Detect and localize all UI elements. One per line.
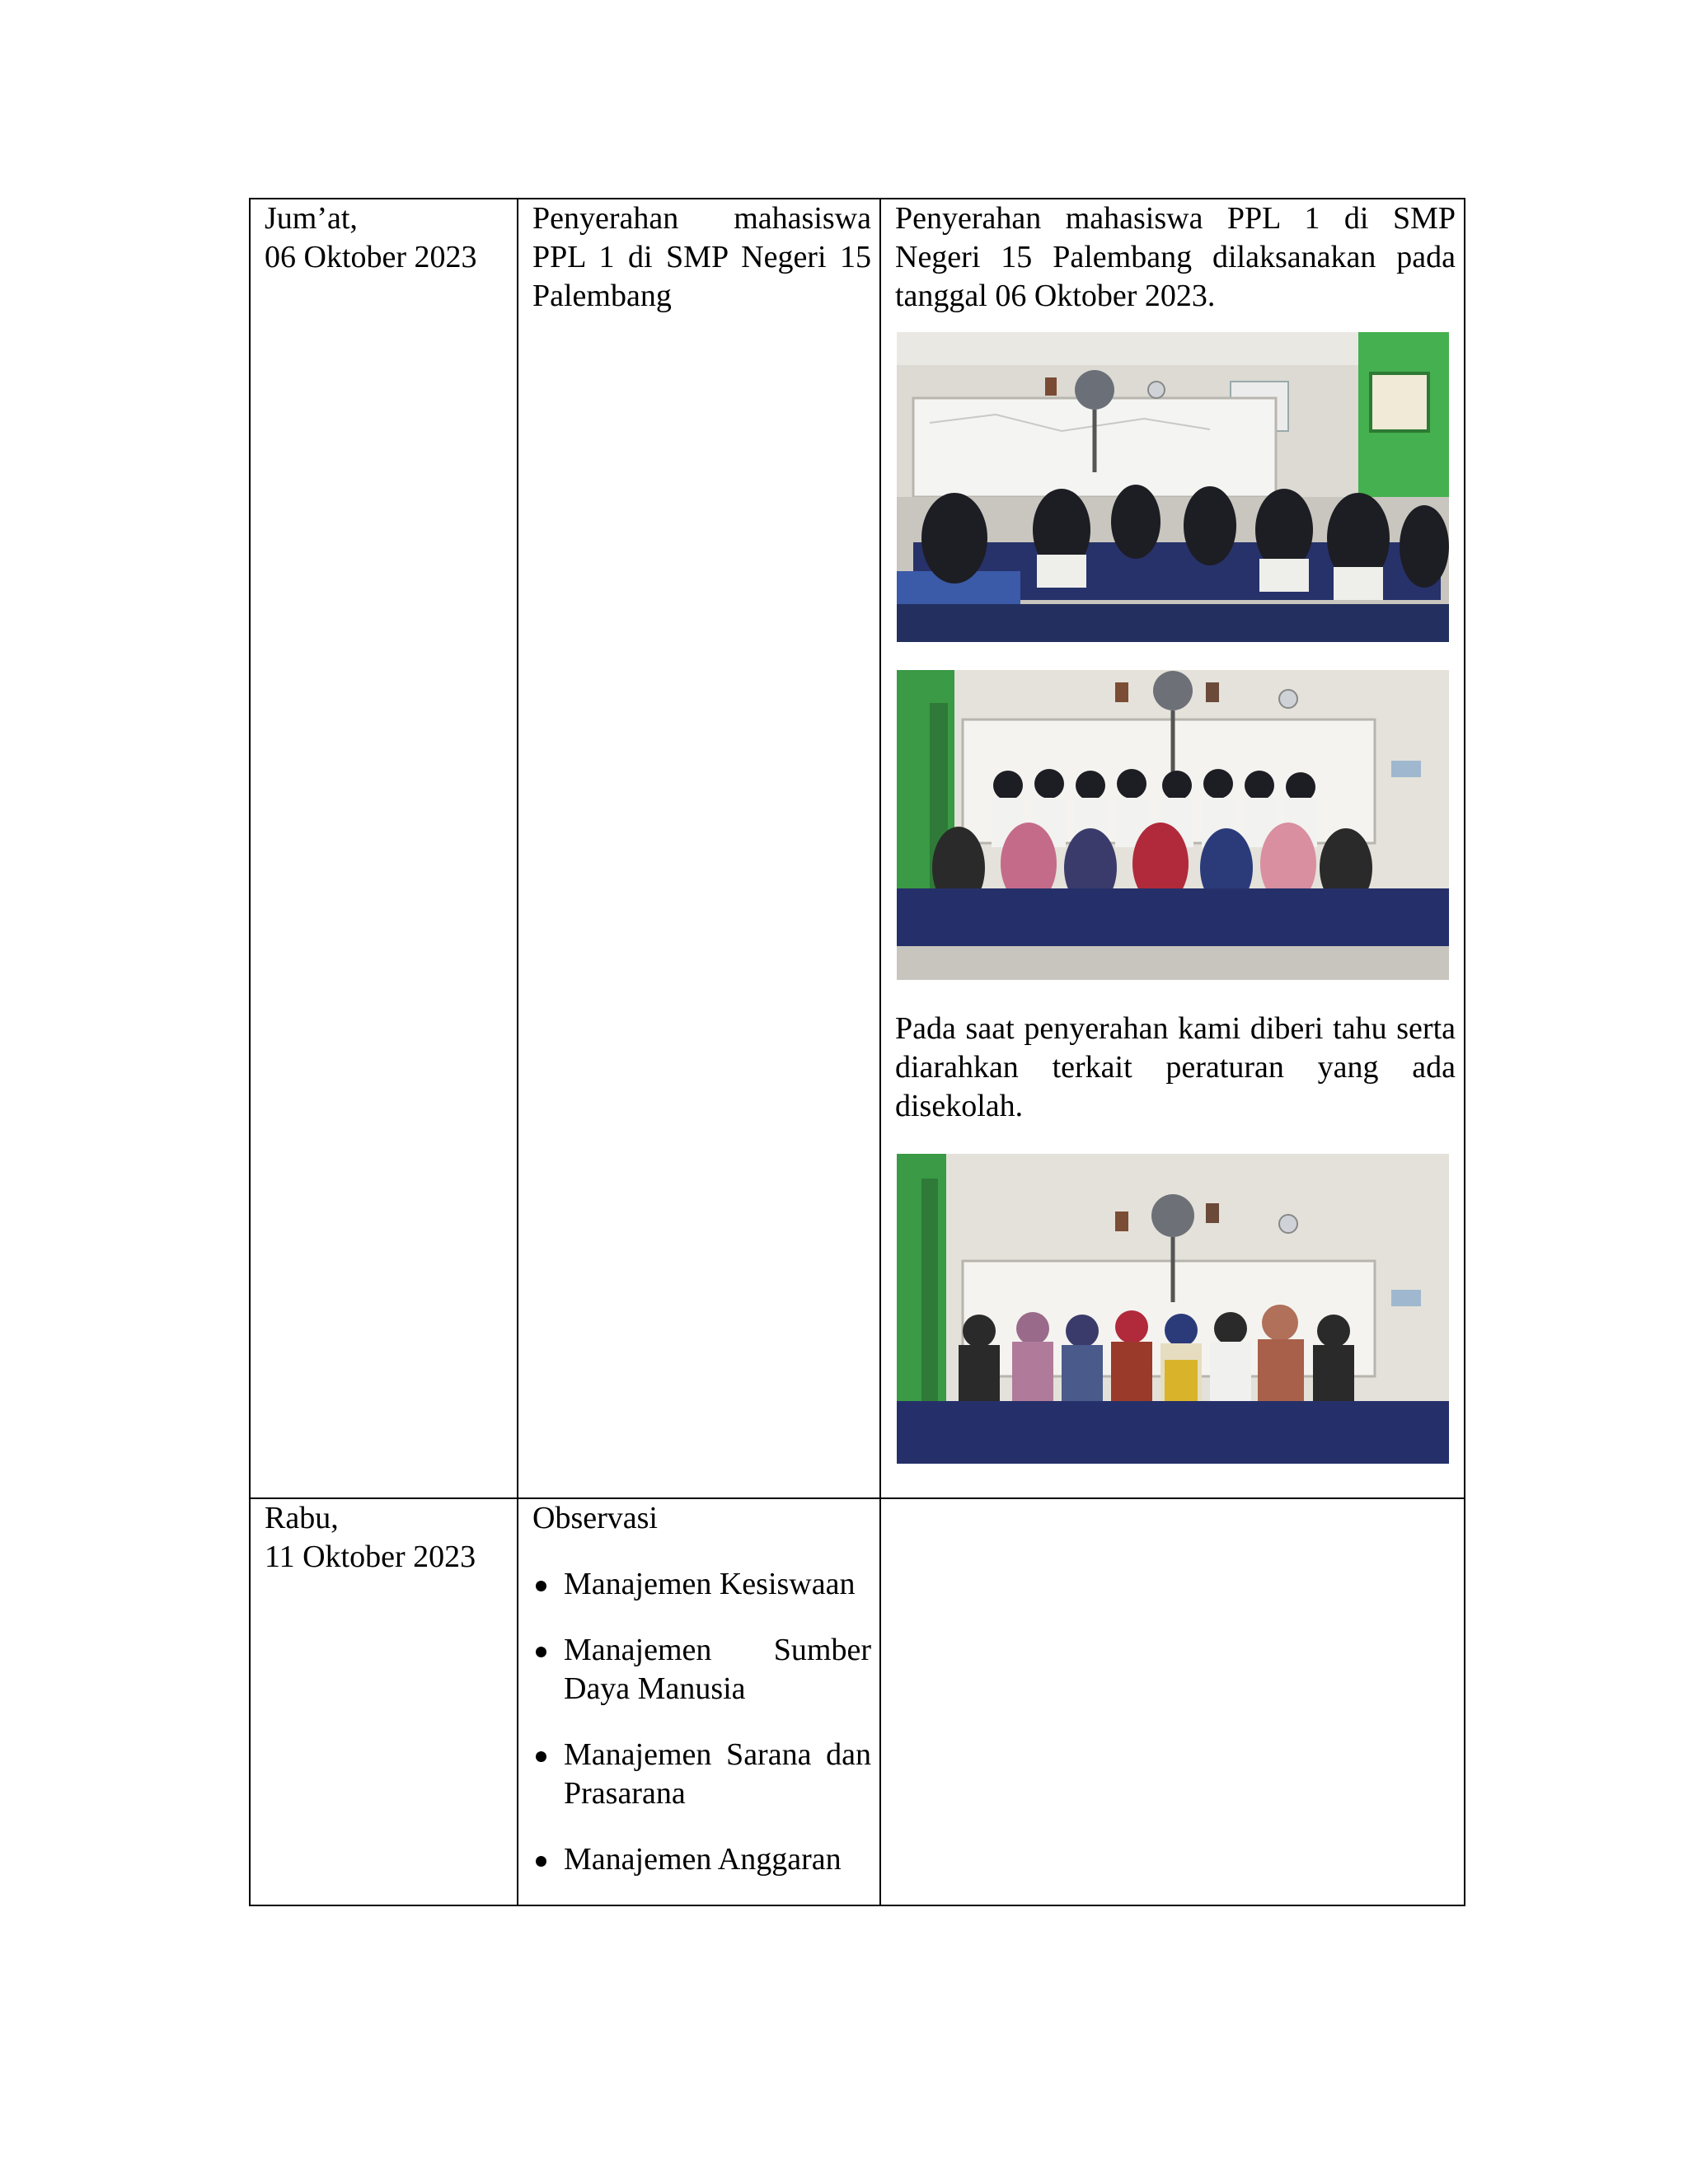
activity-log-table — [249, 198, 1465, 1906]
list-item: Manajemen Kesiswaan — [532, 1565, 871, 1604]
date-cell — [250, 1498, 518, 1905]
date-label: 11 Oktober 2023 — [265, 1540, 476, 1574]
activity-text: Penyerahan mahasiswa PPL 1 di SMP Negeri 15 Palembang — [532, 201, 871, 313]
list-item: Manajemen Sarana dan Prasarana — [532, 1736, 871, 1813]
classroom-photo — [897, 332, 1449, 642]
activity-title: Observasi — [532, 1501, 658, 1535]
activity-cell — [518, 1498, 880, 1905]
bullet-icon — [536, 1751, 546, 1762]
list-item: Manajemen Sumber Daya Manusia — [532, 1631, 871, 1708]
list-item: Manajemen Anggaran — [532, 1840, 871, 1879]
day-label: Rabu, — [265, 1501, 339, 1535]
description-text: Penyerahan mahasiswa PPL 1 di SMP Negeri 15 Palembang dilaksanakan pada tanggal 06 Oktober 2023. — [895, 201, 1456, 313]
description-cell — [880, 199, 1465, 1498]
activity-cell — [518, 199, 880, 1498]
table-row — [250, 199, 1465, 1498]
description-cell — [880, 1498, 1465, 1905]
description-text: Pada saat penyerahan kami diberi tahu serta diarahkan terkait peraturan yang ada disekolah. — [895, 1011, 1456, 1123]
group-photo — [897, 670, 1449, 980]
handover-photo — [897, 1154, 1449, 1464]
observation-list — [532, 1565, 871, 1879]
bullet-icon — [536, 1581, 546, 1591]
day-label: Jum’at, — [265, 201, 358, 236]
bullet-icon — [536, 1647, 546, 1657]
date-label: 06 Oktober 2023 — [265, 240, 477, 274]
table-row — [250, 1498, 1465, 1905]
date-cell — [250, 199, 518, 1498]
bullet-icon — [536, 1856, 546, 1867]
